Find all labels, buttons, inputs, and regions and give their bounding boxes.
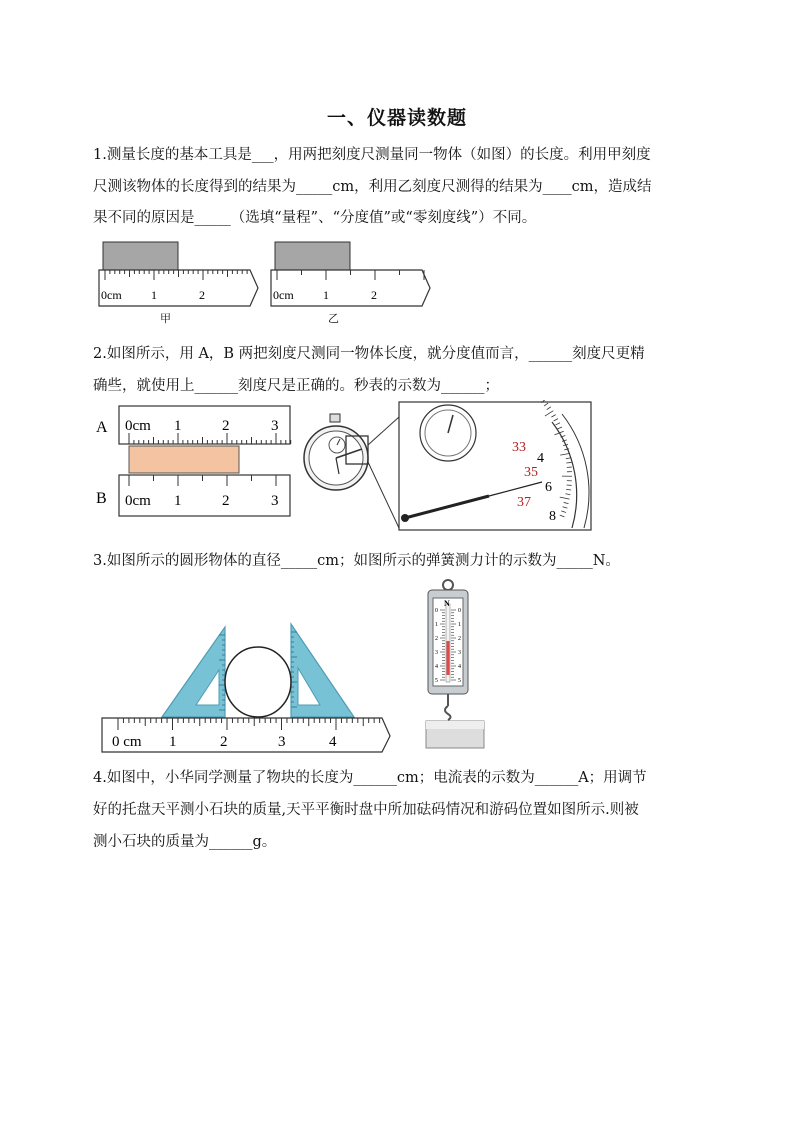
ruler-a-tick-3: 3 — [271, 418, 279, 434]
ruler-b-tick-1: 1 — [174, 493, 182, 509]
spring-scale-r5: 5 — [458, 678, 461, 684]
object-block-yi — [275, 242, 350, 270]
ruler-b-tick-2: 2 — [222, 493, 230, 509]
spring-scale-r3: 3 — [458, 650, 461, 656]
spring-scale-0: 0 — [435, 608, 438, 614]
q1-ruler-figure — [95, 238, 440, 328]
small-dial-icon — [420, 405, 476, 461]
q2-figure — [92, 400, 597, 535]
dial-black-8: 8 — [549, 509, 556, 524]
spring-scale-r1: 1 — [458, 622, 461, 628]
dial-red-35: 35 — [524, 465, 538, 480]
ruler-label-a: A — [96, 419, 108, 436]
ruler-b-unit: 0cm — [125, 493, 151, 509]
dial-red-37: 37 — [517, 495, 531, 510]
q3-ruler-tick-4: 4 — [329, 734, 337, 750]
round-object — [225, 647, 291, 717]
page-title: 一、仪器读数题 — [326, 107, 467, 129]
spring-scale-2: 2 — [435, 636, 438, 642]
ruler-jia-unit: 0cm — [101, 288, 122, 302]
ruler-jia-tick-1: 1 — [151, 288, 157, 302]
ruler-yi-unit: 0cm — [273, 288, 294, 302]
ruler-jia — [99, 242, 258, 306]
q3-diameter-figure — [98, 580, 398, 755]
q3-ruler-tick-2: 2 — [220, 734, 228, 750]
ruler-yi-tick-2: 2 — [371, 288, 377, 302]
spring-scale-r2: 2 — [458, 636, 461, 642]
right-set-square — [291, 624, 354, 717]
dial-black-6: 6 — [545, 480, 552, 495]
ruler-yi — [271, 242, 430, 306]
spring-scale-3: 3 — [435, 650, 438, 656]
q2-text-line-2: 确些，就使用上______刻度尺是正确的。秒表的示数为______； — [93, 378, 499, 394]
spring-scale-r0: 0 — [458, 608, 461, 614]
q4-text-line-1: 4.如图中，小华同学测量了物块的长度为______cm；电流表的示数为______A；用调节 — [93, 770, 647, 786]
spring-scale-5: 5 — [435, 678, 438, 684]
ruler-a-tick-1: 1 — [174, 418, 182, 434]
stopwatch-icon — [304, 414, 399, 528]
q3-text-line-1: 3.如图所示的圆形物体的直径_____cm；如图所示的弹簧测力计的示数为_____N。 — [93, 553, 620, 569]
spring-scale-1: 1 — [435, 622, 438, 628]
ruler-a-unit: 0cm — [125, 418, 151, 434]
ruler-a-tick-2: 2 — [222, 418, 230, 434]
label-jia: 甲 — [160, 312, 171, 325]
q4-text-line-2: 好的托盘天平测小石块的质量,天平平衡时盘中所加砝码情况和游码位置如图所示.则被 — [93, 802, 639, 818]
object-block-jia — [103, 242, 178, 270]
measured-block — [129, 446, 239, 473]
label-yi: 乙 — [328, 312, 339, 325]
dial-red-33: 33 — [512, 440, 526, 455]
ruler-yi-tick-1: 1 — [323, 288, 329, 302]
ruler-jia-tick-2: 2 — [199, 288, 205, 302]
left-set-square — [162, 627, 225, 717]
q2-text-line-1: 2.如图所示，用 A，B 两把刻度尺测同一物体长度，就分度值而言，______刻度尺更精 — [93, 346, 645, 362]
q3-ruler-unit: 0 cm — [112, 734, 142, 750]
ruler-label-b: B — [96, 490, 107, 507]
dial-black-4: 4 — [537, 451, 544, 466]
q1-text-line-3: 果不同的原因是_____（选填“量程”、“分度值”或“零刻度线”）不同。 — [93, 210, 537, 226]
q4-text-line-3: 测小石块的质量为______g。 — [93, 834, 277, 850]
q3-ruler-tick-3: 3 — [278, 734, 286, 750]
q3-ruler-tick-1: 1 — [169, 734, 177, 750]
spring-scale-r4: 4 — [458, 664, 461, 670]
q1-text-line-2: 尺测该物体的长度得到的结果为_____cm，利用乙刻度尺测得的结果为____cm，造成结 — [93, 179, 652, 195]
ruler-b-tick-3: 3 — [271, 493, 279, 509]
ruler-body-yi — [271, 270, 430, 306]
spring-scale-4: 4 — [435, 664, 438, 670]
q1-text-line-1: 1.测量长度的基本工具是___，用两把刻度尺测量同一物体（如图）的长度。利用甲刻度 — [93, 147, 651, 163]
spring-unit: N — [444, 599, 450, 608]
spring-scale-figure — [418, 578, 490, 753]
